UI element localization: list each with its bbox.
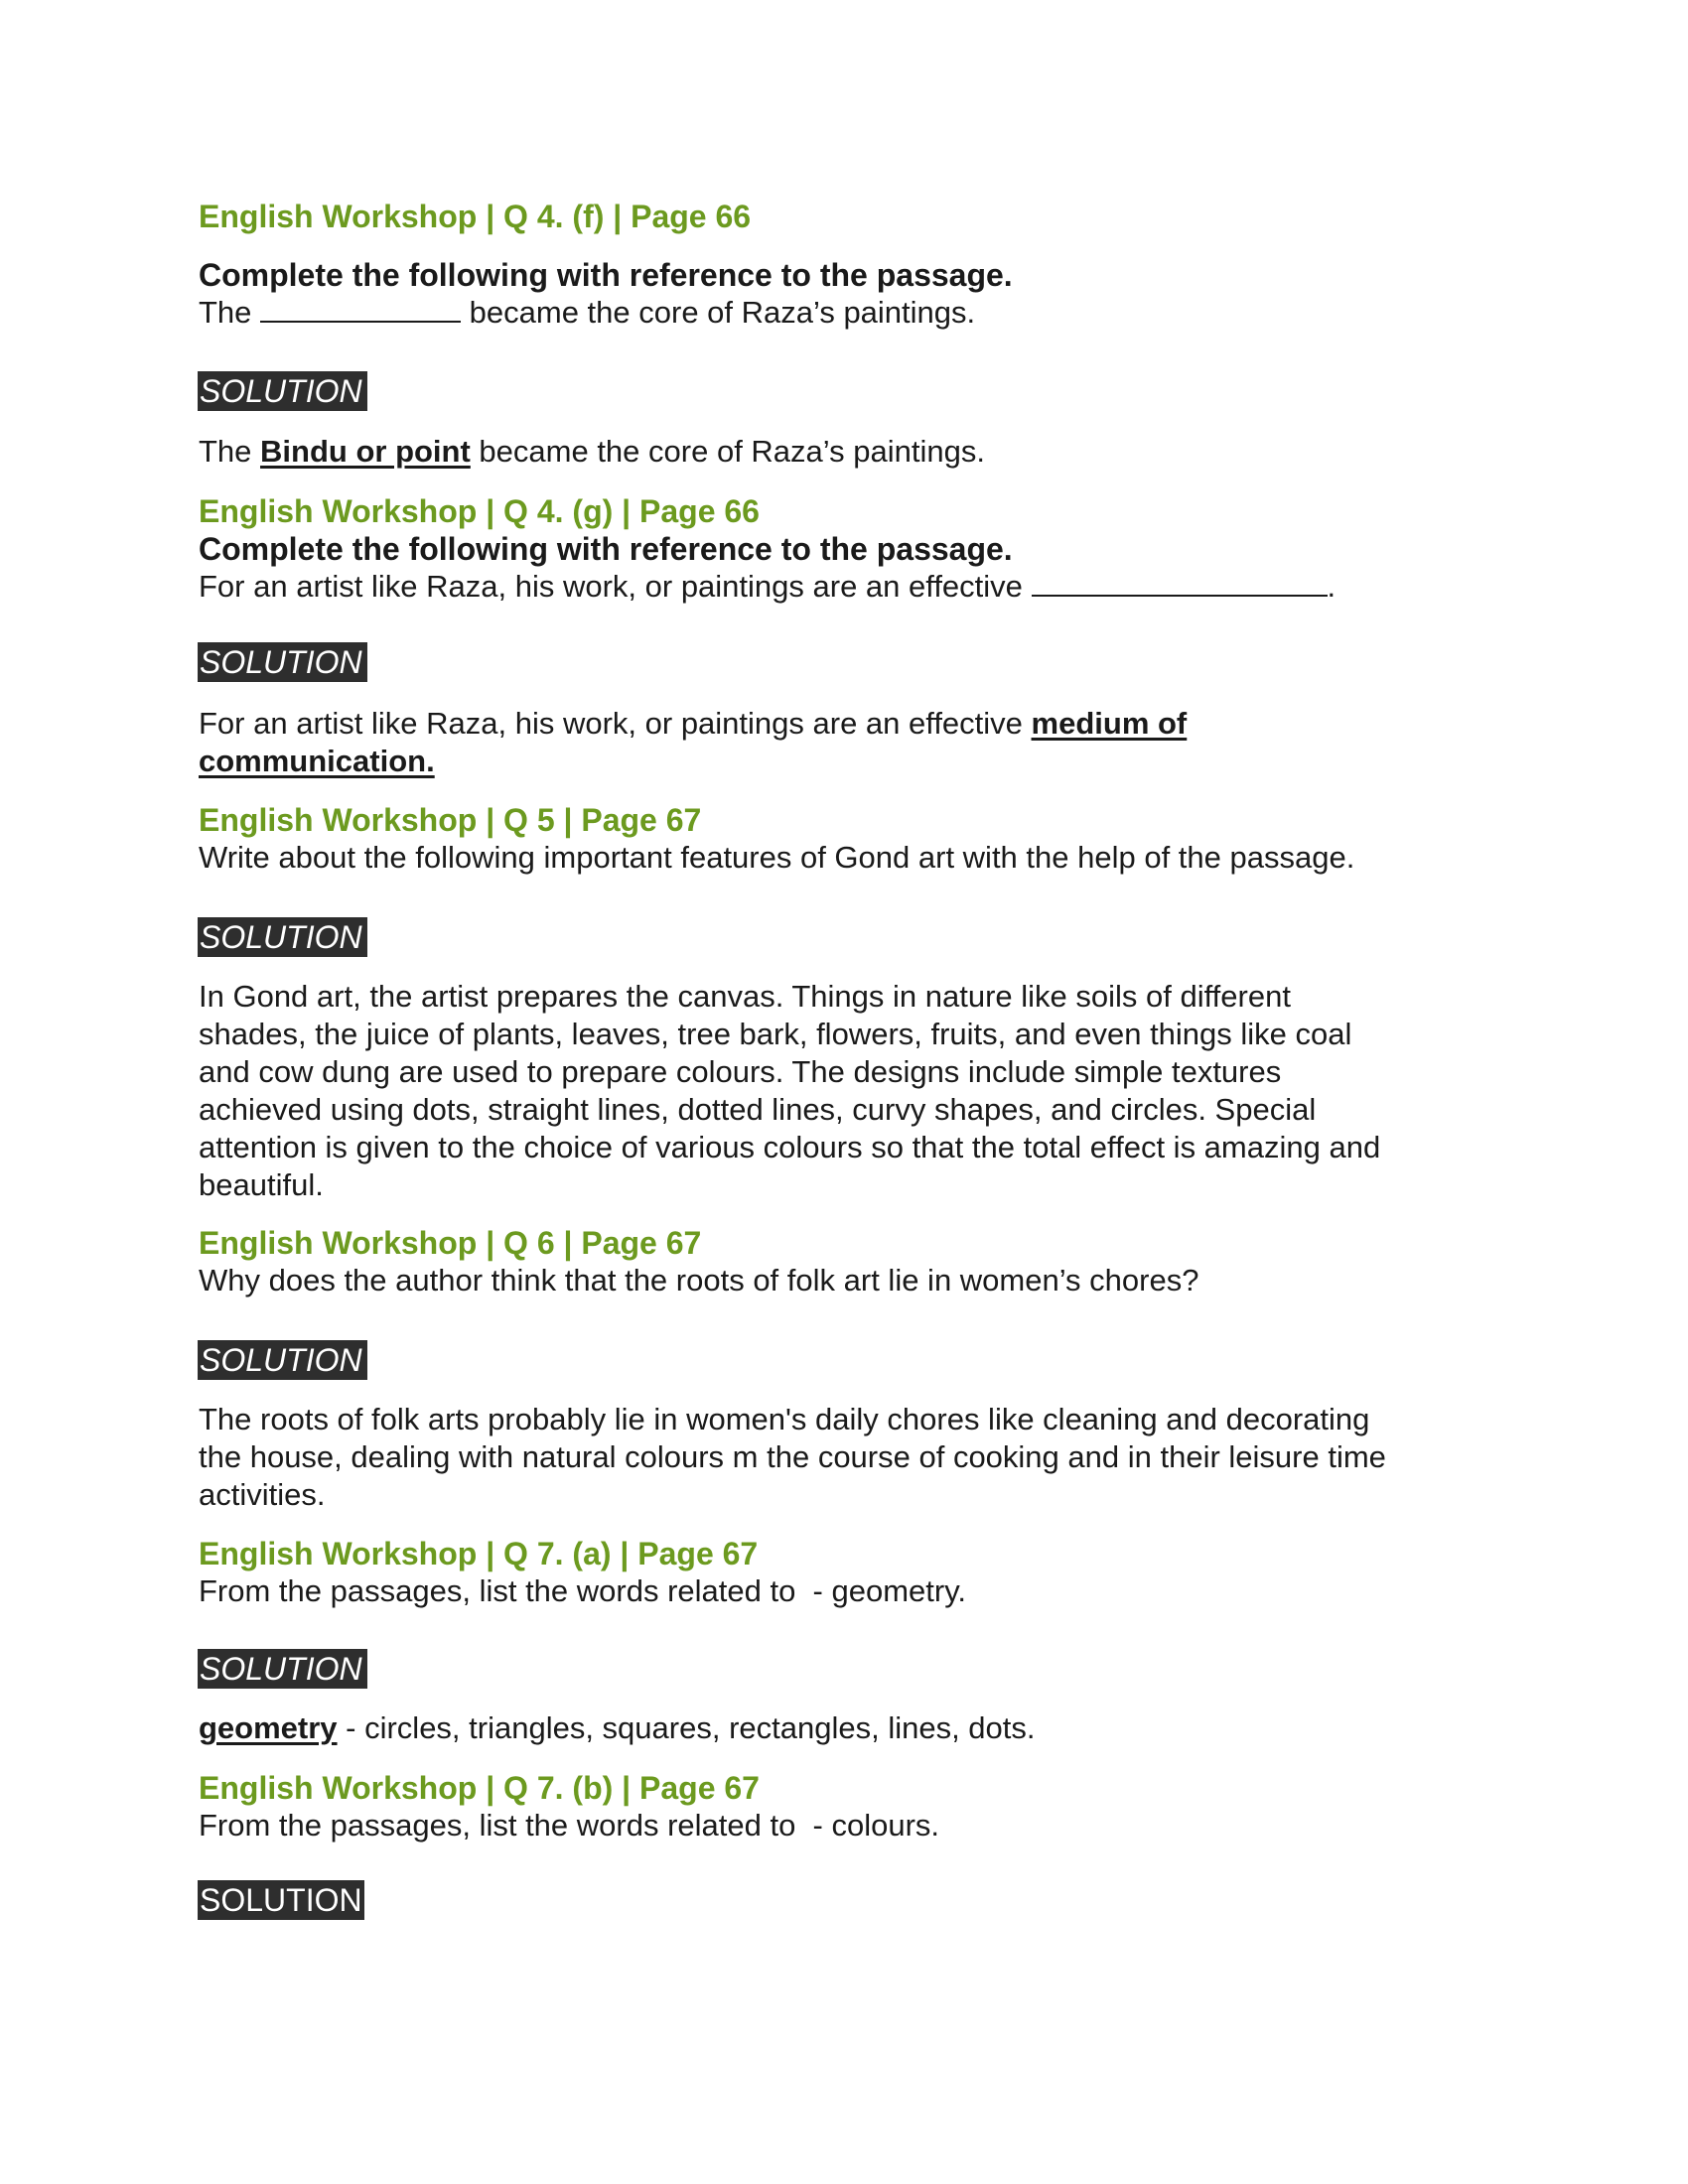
question-heading: English Workshop | Q 4. (f) | Page 66	[199, 199, 752, 234]
answer-blank	[260, 295, 461, 323]
question-4f	[199, 198, 1489, 235]
answer-4f	[199, 433, 1489, 471]
answer-line: shades, the juice of plants, leaves, tree bark, flowers, fruits, and even things like coal	[199, 1017, 1352, 1051]
answer-4g	[199, 705, 1489, 780]
answer-line: The roots of folk arts probably lie in women's daily chores like cleaning and decorating	[199, 1402, 1370, 1436]
question-line: For an artist like Raza, his work, or paintings are an effective .	[199, 569, 1336, 604]
solution-label: SOLUTION	[198, 642, 367, 682]
question-heading: English Workshop | Q 4. (g) | Page 66	[199, 493, 760, 529]
question-text: Write about the following important features of Gond art with the help of the passage.	[199, 840, 1355, 875]
question-6	[199, 1224, 1489, 1299]
solution-label: SOLUTION	[198, 917, 367, 957]
answer-5	[199, 978, 1489, 1204]
answer-7a	[199, 1709, 1489, 1747]
question-prompt: Complete the following with reference to the passage.	[199, 257, 1013, 293]
solution-label: SOLUTION	[198, 371, 367, 411]
question-heading: English Workshop | Q 6 | Page 67	[199, 1225, 702, 1261]
answer-line: attention is given to the choice of various colours so that the total effect is amazing and	[199, 1130, 1381, 1164]
answer-highlight: medium of	[1031, 706, 1188, 741]
question-line: The became the core of Raza’s paintings.	[199, 295, 976, 330]
solution-label: SOLUTION	[198, 1340, 367, 1380]
answer-line: beautiful.	[199, 1167, 324, 1202]
solution-label: SOLUTION	[198, 1880, 364, 1920]
answer-blank	[1032, 569, 1328, 597]
answer-line: In Gond art, the artist prepares the canvas. Things in nature like soils of different	[199, 979, 1291, 1014]
answer-highlight: communication.	[199, 744, 435, 778]
answer-text-continued	[199, 743, 1489, 780]
answer-line: activities.	[199, 1477, 326, 1512]
question-prompt: Complete the following with reference to the passage.	[199, 531, 1013, 567]
answer-text: The Bindu or point became the core of Raza’s paintings.	[199, 434, 985, 469]
question-heading: English Workshop | Q 5 | Page 67	[199, 802, 702, 838]
question-7b	[199, 1769, 1489, 1844]
answer-6	[199, 1401, 1489, 1514]
answer-line: and cow dung are used to prepare colours. The designs include simple textures	[199, 1054, 1282, 1089]
question-text: Why does the author think that the roots of folk art lie in women’s chores?	[199, 1263, 1199, 1297]
question-text: From the passages, list the words related to - geometry.	[199, 1573, 967, 1608]
question-4g	[199, 492, 1489, 606]
answer-line: achieved using dots, straight lines, dotted lines, curvy shapes, and circles. Special	[199, 1092, 1317, 1127]
answer-line: the house, dealing with natural colours m the course of cooking and in their leisure time	[199, 1439, 1386, 1474]
answer-highlight: geometry	[199, 1710, 338, 1745]
answer-text: For an artist like Raza, his work, or paintings are an effective medium of	[199, 706, 1188, 741]
question-7a	[199, 1535, 1489, 1610]
question-text: From the passages, list the words related to - colours.	[199, 1808, 940, 1843]
solution-label: SOLUTION	[198, 1649, 367, 1689]
answer-highlight: Bindu or point	[260, 434, 471, 469]
question-5	[199, 801, 1489, 877]
question-4f-body	[199, 256, 1489, 332]
question-heading: English Workshop | Q 7. (b) | Page 67	[199, 1770, 760, 1806]
question-heading: English Workshop | Q 7. (a) | Page 67	[199, 1536, 759, 1571]
answer-text: geometry - circles, triangles, squares, rectangles, lines, dots.	[199, 1710, 1036, 1745]
